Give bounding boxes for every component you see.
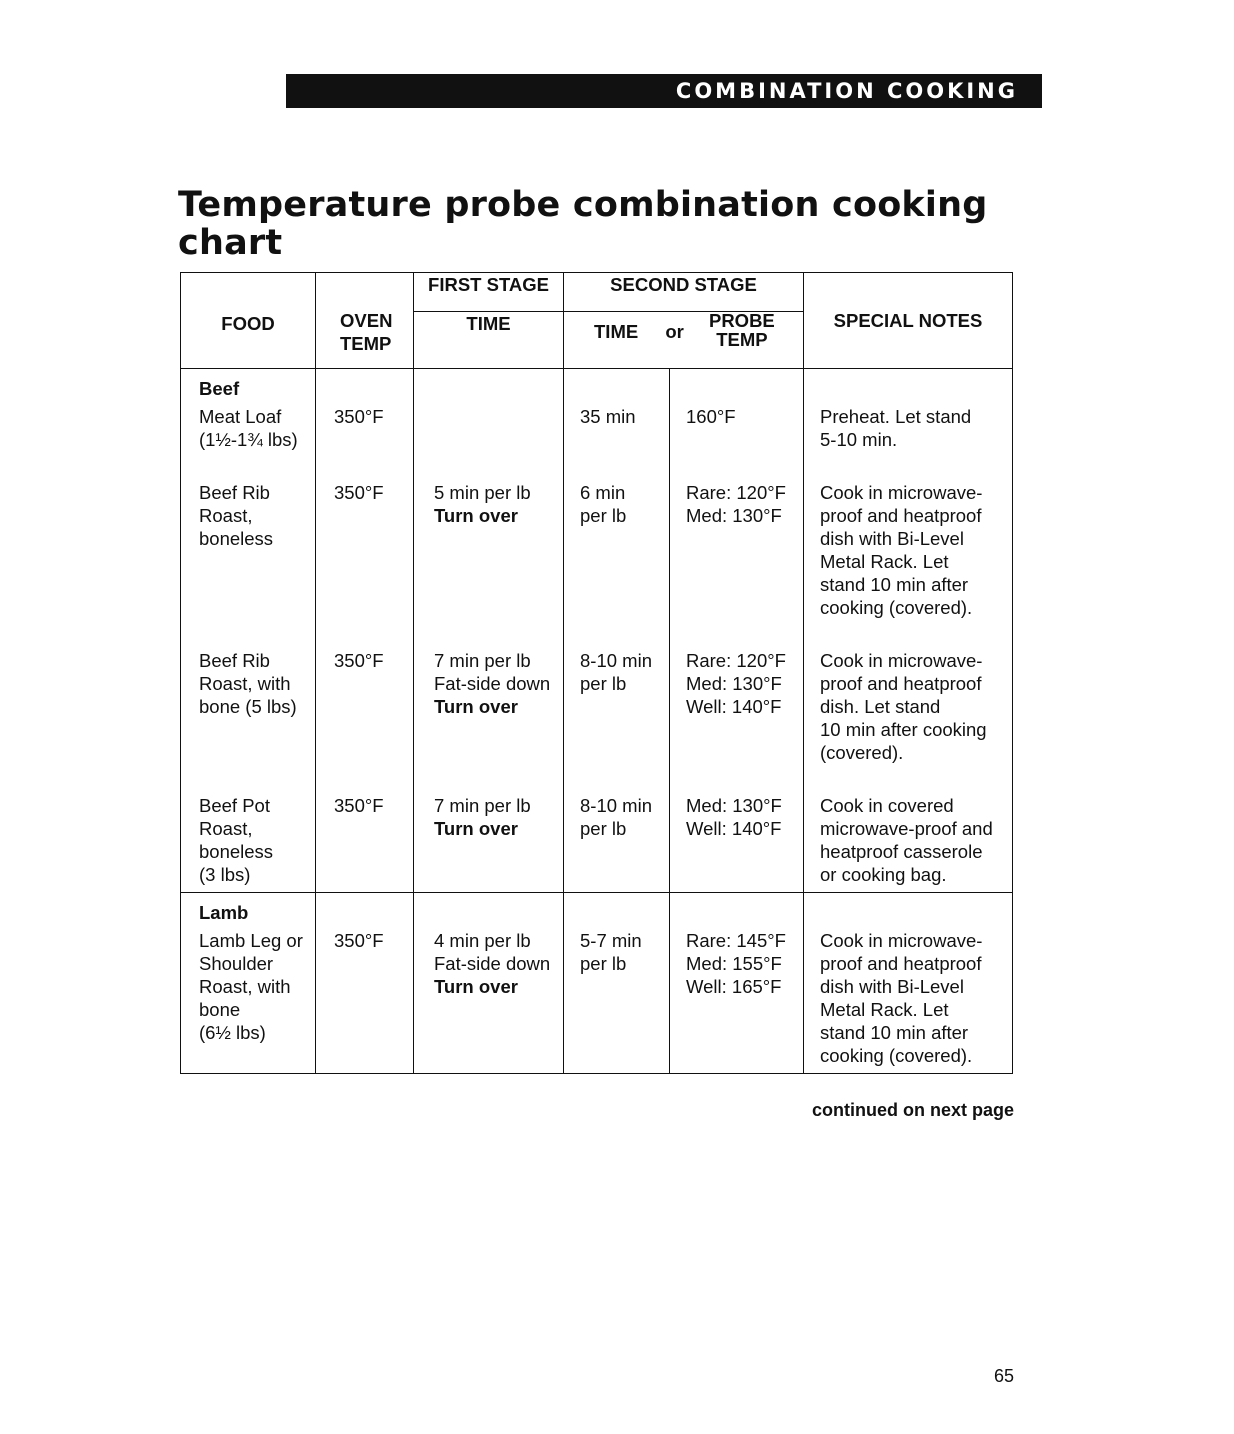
header-food: FOOD [181, 273, 316, 369]
cell-line: Shoulder [199, 953, 274, 974]
entry-oven-temp-cell [316, 924, 413, 1073]
notes-cell [804, 369, 1013, 893]
cell-line: Well: 165°F [686, 976, 782, 997]
cell-line: Med: 155°F [686, 953, 782, 974]
cell-line: Cook in microwave- [820, 930, 983, 951]
entry-food-cell [181, 400, 315, 481]
header-special-notes: SPECIAL NOTES [804, 273, 1013, 369]
food-cell [181, 369, 316, 893]
cell-line: Cook in covered [820, 795, 954, 816]
cell-line: Med: 130°F [686, 673, 782, 694]
cell-line: 350°F [334, 930, 384, 951]
cell-line: Preheat. Let stand [820, 406, 972, 427]
probe-temp-cell [670, 893, 804, 1074]
cell-line: 35 min [580, 406, 636, 427]
cell-line: Rare: 120°F [686, 482, 786, 503]
entry-probe-temp-cell [670, 481, 803, 649]
entry-probe-temp-cell [670, 400, 803, 481]
notes-cell [804, 893, 1013, 1074]
cell-line: (6½ lbs) [199, 1022, 266, 1043]
cell-line: stand 10 min after [820, 574, 969, 595]
cell-line: proof and heatproof [820, 953, 982, 974]
cell-line: 350°F [334, 406, 384, 427]
cell-line: Well: 140°F [686, 818, 782, 839]
cell-line: heatproof casserole [820, 841, 983, 862]
cell-line: cooking (covered). [820, 1045, 973, 1066]
cell-line: 350°F [334, 650, 384, 671]
cell-line: microwave-proof and [820, 818, 993, 839]
cell-line: 10 min after cooking [820, 719, 987, 740]
cell-line: 350°F [334, 795, 384, 816]
cell-line: (covered). [820, 742, 904, 763]
header-first-stage: FIRST STAGE [414, 273, 564, 312]
cell-line: Roast, with [199, 673, 291, 694]
continued-note: continued on next page [811, 1100, 1014, 1120]
header-second-stage: SECOND STAGE [564, 273, 804, 312]
cell-line: Well: 140°F [686, 696, 782, 717]
entry-second-time-cell [564, 400, 669, 481]
entry-oven-temp-cell [316, 400, 413, 481]
cell-line: Cook in microwave- [820, 650, 983, 671]
cell-line: 8-10 min [580, 650, 652, 671]
cell-line: per lb [580, 818, 627, 839]
header-first-time: TIME [414, 312, 564, 369]
entry-second-time-cell [564, 924, 669, 1073]
cell-line: Lamb Leg or [199, 930, 303, 951]
cell-line: Fat-side down [434, 673, 551, 694]
entry-food-cell [181, 481, 315, 649]
turn-over-instruction: Turn over [434, 818, 518, 839]
cell-line: dish. Let stand [820, 696, 941, 717]
header-oven-temp: OVEN TEMP [316, 273, 414, 369]
cell-line: 5-7 min [580, 930, 642, 951]
entry-first-time-cell [414, 794, 563, 892]
turn-over-instruction: Turn over [434, 696, 518, 717]
header-second-time-or-probe [564, 312, 804, 369]
cell-line: Cook in microwave- [820, 482, 983, 503]
cell-line: bone (5 lbs) [199, 696, 297, 717]
turn-over-instruction: Turn over [434, 505, 518, 526]
entry-probe-temp-cell [670, 649, 803, 794]
cell-line: (3 lbs) [199, 864, 251, 885]
group-row-beef [181, 369, 1013, 893]
entry-notes-cell [804, 649, 1012, 794]
cell-line: cooking (covered). [820, 597, 973, 618]
cell-line: Metal Rack. Let [820, 999, 949, 1020]
entry-oven-temp-cell [316, 481, 413, 649]
probe-temp-cell [670, 369, 804, 893]
cell-line: 160°F [686, 406, 736, 427]
cell-line: per lb [580, 953, 627, 974]
cell-line: Rare: 120°F [686, 650, 786, 671]
section-header-bar: COMBINATION COOKING [286, 74, 1042, 108]
header-probe-temp: PROBE TEMP [708, 310, 775, 350]
oven-temp-cell [316, 369, 414, 893]
entry-second-time-cell [564, 649, 669, 794]
cell-line: 5-10 min. [820, 429, 898, 450]
cell-line: proof and heatproof [820, 673, 982, 694]
cell-line: boneless [199, 528, 274, 549]
cell-line: dish with Bi-Level [820, 976, 964, 997]
cell-line: Beef Rib [199, 650, 270, 671]
cell-line: Beef Pot [199, 795, 270, 816]
entry-first-time-cell [414, 649, 563, 794]
cell-line: Beef Rib [199, 482, 270, 503]
cell-line: Rare: 145°F [686, 930, 786, 951]
cell-line: Med: 130°F [686, 505, 782, 526]
cell-line: Meat Loaf [199, 406, 282, 427]
cell-line: 7 min per lb [434, 795, 531, 816]
cell-line: 350°F [334, 482, 384, 503]
cell-line: per lb [580, 505, 627, 526]
second-time-cell [564, 893, 670, 1074]
entry-second-time-cell [564, 794, 669, 892]
entry-first-time-cell [414, 400, 563, 481]
entry-notes-cell [804, 400, 1012, 481]
oven-temp-cell [316, 893, 414, 1074]
cell-line: dish with Bi-Level [820, 528, 964, 549]
page-title: Temperature probe combination cooking chart [178, 185, 988, 263]
entry-notes-cell [804, 794, 1012, 892]
cell-line: per lb [580, 673, 627, 694]
entry-oven-temp-cell [316, 649, 413, 794]
cell-line: 7 min per lb [434, 650, 531, 671]
cell-line: Metal Rack. Let [820, 551, 949, 572]
cell-line: 4 min per lb [434, 930, 531, 951]
cell-line: proof and heatproof [820, 505, 982, 526]
turn-over-instruction: Turn over [434, 976, 518, 997]
entry-food-cell [181, 794, 315, 892]
cell-line: Roast, [199, 818, 253, 839]
cell-line: Med: 130°F [686, 795, 782, 816]
entry-probe-temp-cell [670, 794, 803, 892]
cell-line: 6 min [580, 482, 626, 503]
group-row-lamb [181, 893, 1013, 1074]
cell-line: (1½-1¾ lbs) [199, 429, 298, 450]
category-label: Beef [199, 378, 240, 399]
food-cell [181, 893, 316, 1074]
entry-oven-temp-cell [316, 794, 413, 892]
entry-first-time-cell [414, 924, 563, 1073]
cell-line: Roast, [199, 505, 253, 526]
page-number: 65 [993, 1366, 1014, 1386]
cooking-chart-table [180, 272, 1013, 1074]
category-label: Lamb [199, 902, 249, 923]
entry-notes-cell [804, 924, 1012, 1073]
cell-line: boneless [199, 841, 274, 862]
second-time-cell [564, 369, 670, 893]
entry-notes-cell [804, 481, 1012, 649]
header-second-time: TIME [594, 320, 639, 342]
header-or: or [665, 320, 684, 342]
cell-line: Roast, with [199, 976, 291, 997]
first-time-cell [414, 369, 564, 893]
cell-line: Fat-side down [434, 953, 551, 974]
entry-second-time-cell [564, 481, 669, 649]
cell-line: bone [199, 999, 241, 1020]
entry-probe-temp-cell [670, 924, 803, 1073]
entry-first-time-cell [414, 481, 563, 649]
entry-food-cell [181, 649, 315, 794]
entry-food-cell [181, 924, 315, 1073]
cell-line: 5 min per lb [434, 482, 531, 503]
cell-line: 8-10 min [580, 795, 652, 816]
cell-line: or cooking bag. [820, 864, 947, 885]
chart-body [181, 369, 1013, 1074]
cell-line: stand 10 min after [820, 1022, 969, 1043]
first-time-cell [414, 893, 564, 1074]
